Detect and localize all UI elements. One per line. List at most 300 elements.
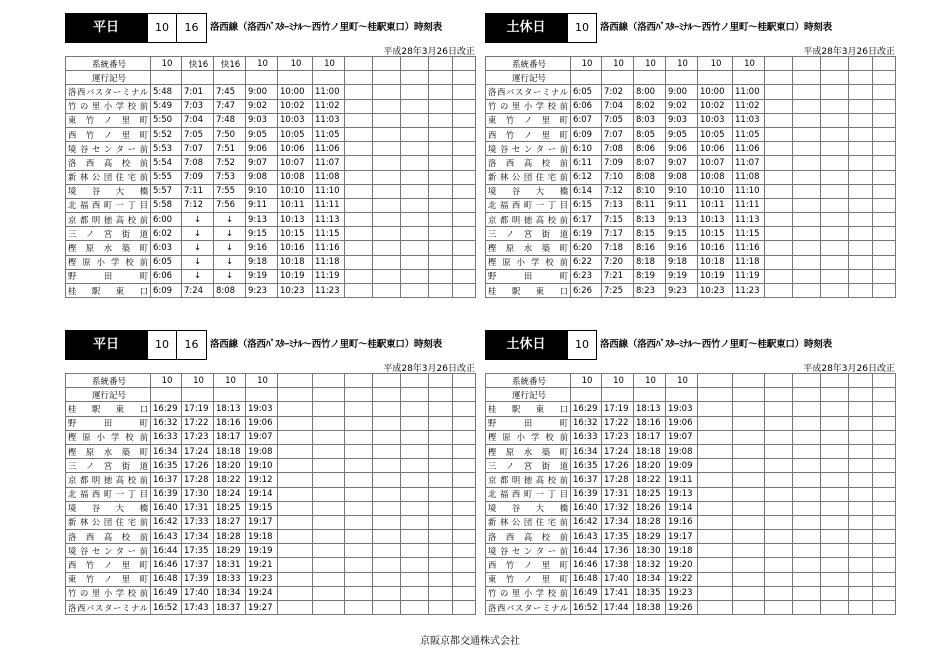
operation-code-cell xyxy=(698,71,733,85)
timetable-title: 洛西線（洛西ﾊﾞｽﾀｰﾐﾅﾙ～西竹ノ里町～桂駅東口）時刻表 xyxy=(210,22,442,33)
route-number-cell xyxy=(373,57,401,71)
departure-time: 6:10 xyxy=(571,142,602,156)
route-number-cell xyxy=(873,57,896,71)
table-row xyxy=(66,241,476,255)
departure-time xyxy=(849,473,873,487)
departure-time xyxy=(401,85,429,99)
departure-time xyxy=(373,459,401,473)
departure-time xyxy=(765,156,793,170)
departure-time: 17:43 xyxy=(182,601,214,615)
departure-time xyxy=(313,501,345,515)
table-row xyxy=(486,127,896,141)
table-row xyxy=(66,473,476,487)
departure-time xyxy=(821,113,849,127)
departure-time xyxy=(733,487,765,501)
departure-time: 6:09 xyxy=(571,127,602,141)
operation-code-cell xyxy=(849,71,873,85)
operation-code-cell xyxy=(246,388,278,402)
operation-code-cell xyxy=(765,71,793,85)
operation-code-cell xyxy=(401,388,429,402)
route-number-cell xyxy=(345,374,373,388)
departure-time: 5:55 xyxy=(151,170,182,184)
departure-time xyxy=(793,170,821,184)
departure-time xyxy=(401,459,429,473)
departure-time xyxy=(873,586,896,600)
departure-time: 17:32 xyxy=(602,501,634,515)
departure-time xyxy=(765,430,793,444)
departure-time: 19:09 xyxy=(666,459,698,473)
operation-code-row xyxy=(486,388,896,402)
departure-time: 7:09 xyxy=(602,156,634,170)
table-row xyxy=(66,416,476,430)
departure-time: 11:23 xyxy=(733,284,765,298)
stop-name: 洛西バスターミナル xyxy=(486,85,571,99)
departure-time: 16:33 xyxy=(571,430,602,444)
departure-time xyxy=(849,184,873,198)
operation-code-header: 運行記号 xyxy=(66,71,151,85)
departure-time xyxy=(733,444,765,458)
departure-time xyxy=(698,459,733,473)
departure-time: 7:04 xyxy=(182,113,214,127)
departure-time xyxy=(821,544,849,558)
departure-time xyxy=(873,198,896,212)
departure-time xyxy=(765,99,793,113)
departure-time: 16:48 xyxy=(571,572,602,586)
departure-time xyxy=(429,227,453,241)
stop-name: 京都明徳高校前 xyxy=(66,473,151,487)
departure-time xyxy=(733,402,765,416)
departure-time xyxy=(401,113,429,127)
timetable-header xyxy=(485,330,895,362)
departure-time xyxy=(429,127,453,141)
departure-time xyxy=(373,501,401,515)
departure-time: 9:19 xyxy=(666,269,698,283)
departure-time xyxy=(849,255,873,269)
table-row xyxy=(486,156,896,170)
departure-time: 19:03 xyxy=(666,402,698,416)
table-row xyxy=(486,402,896,416)
departure-time xyxy=(698,473,733,487)
departure-time: 18:34 xyxy=(214,586,246,600)
pass-arrow: ↓ xyxy=(182,269,214,283)
timetable-title: 洛西線（洛西ﾊﾞｽﾀｰﾐﾅﾙ～西竹ノ里町～桂駅東口）時刻表 xyxy=(600,22,832,33)
departure-time: 11:06 xyxy=(733,142,765,156)
departure-time: 19:22 xyxy=(666,572,698,586)
departure-time xyxy=(278,586,313,600)
departure-time: 18:28 xyxy=(214,530,246,544)
departure-time: 19:26 xyxy=(666,601,698,615)
departure-time xyxy=(849,402,873,416)
departure-time: 19:15 xyxy=(246,501,278,515)
operation-code-cell xyxy=(246,71,278,85)
departure-time: 17:23 xyxy=(602,430,634,444)
departure-time: 8:05 xyxy=(634,127,666,141)
table-row xyxy=(486,170,896,184)
departure-time: 10:10 xyxy=(278,184,313,198)
table-row xyxy=(66,501,476,515)
departure-time: 10:16 xyxy=(698,241,733,255)
route-number-cell xyxy=(793,57,821,71)
route-number-cell xyxy=(429,57,453,71)
departure-time: 19:24 xyxy=(246,586,278,600)
departure-time xyxy=(278,416,313,430)
departure-time xyxy=(821,459,849,473)
departure-time: 16:46 xyxy=(151,558,182,572)
departure-time xyxy=(849,515,873,529)
departure-time: 18:26 xyxy=(634,501,666,515)
departure-time: 11:15 xyxy=(733,227,765,241)
table-row xyxy=(486,416,896,430)
departure-time: 11:11 xyxy=(733,198,765,212)
departure-time xyxy=(765,586,793,600)
departure-time: 9:13 xyxy=(666,213,698,227)
route-number-cell: 10 xyxy=(571,374,602,388)
departure-time xyxy=(793,99,821,113)
stop-name: 竹の里小学校前 xyxy=(486,99,571,113)
departure-time xyxy=(401,416,429,430)
departure-time: 9:03 xyxy=(246,113,278,127)
departure-time xyxy=(873,416,896,430)
departure-time xyxy=(765,444,793,458)
departure-time xyxy=(313,473,345,487)
table-row xyxy=(66,184,476,198)
route-number-cell: 10 xyxy=(313,57,345,71)
departure-time xyxy=(453,184,476,198)
departure-time xyxy=(373,198,401,212)
departure-time xyxy=(821,184,849,198)
timetable-grid xyxy=(485,373,896,615)
departure-time: 10:06 xyxy=(278,142,313,156)
stop-name: 樫原小学校前 xyxy=(66,430,151,444)
departure-time xyxy=(765,284,793,298)
departure-time xyxy=(401,269,429,283)
table-row xyxy=(486,558,896,572)
table-row xyxy=(66,530,476,544)
departure-time xyxy=(873,430,896,444)
departure-time: 19:13 xyxy=(666,487,698,501)
departure-time xyxy=(733,544,765,558)
stop-name: 京都明徳高校前 xyxy=(486,213,571,227)
stop-name: 竹の里小学校前 xyxy=(66,99,151,113)
departure-time xyxy=(793,572,821,586)
departure-time xyxy=(765,530,793,544)
departure-time xyxy=(793,515,821,529)
departure-time: 16:37 xyxy=(151,473,182,487)
departure-time: 6:14 xyxy=(571,184,602,198)
pass-arrow: ↓ xyxy=(214,227,246,241)
table-row xyxy=(66,198,476,212)
stop-name: 北福西町一丁目 xyxy=(66,487,151,501)
departure-time xyxy=(765,473,793,487)
departure-time xyxy=(313,515,345,529)
route-number-row xyxy=(486,374,896,388)
departure-time: 17:24 xyxy=(602,444,634,458)
departure-time xyxy=(313,601,345,615)
departure-time: 5:54 xyxy=(151,156,182,170)
departure-time xyxy=(313,487,345,501)
departure-time: 9:05 xyxy=(246,127,278,141)
departure-time xyxy=(453,127,476,141)
departure-time xyxy=(453,430,476,444)
stop-name: 東竹ノ里町 xyxy=(486,113,571,127)
departure-time xyxy=(345,459,373,473)
route-number-cell xyxy=(849,374,873,388)
stop-name: 樫原小学校前 xyxy=(486,255,571,269)
departure-time xyxy=(313,544,345,558)
departure-time: 9:02 xyxy=(666,99,698,113)
departure-time xyxy=(345,142,373,156)
route-number-cell: 快16 xyxy=(182,57,214,71)
revision-date: 平成28年3月26日改正 xyxy=(383,47,475,57)
departure-time xyxy=(873,284,896,298)
departure-time: 17:31 xyxy=(602,487,634,501)
table-row xyxy=(66,227,476,241)
departure-time xyxy=(453,213,476,227)
operation-code-cell xyxy=(278,388,313,402)
route-number-header: 系統番号 xyxy=(486,374,571,388)
departure-time: 6:17 xyxy=(571,213,602,227)
departure-time: 18:35 xyxy=(634,586,666,600)
departure-time xyxy=(373,241,401,255)
departure-time xyxy=(453,284,476,298)
departure-time xyxy=(373,515,401,529)
departure-time xyxy=(698,544,733,558)
departure-time xyxy=(345,184,373,198)
departure-time xyxy=(793,255,821,269)
operation-code-cell xyxy=(698,388,733,402)
operation-code-cell xyxy=(666,388,698,402)
departure-time: 6:02 xyxy=(151,227,182,241)
departure-time xyxy=(345,601,373,615)
departure-time: 7:08 xyxy=(602,142,634,156)
departure-time xyxy=(313,558,345,572)
departure-time: 5:52 xyxy=(151,127,182,141)
departure-time xyxy=(849,127,873,141)
operation-code-cell xyxy=(429,388,453,402)
departure-time: 18:29 xyxy=(214,544,246,558)
departure-time xyxy=(429,444,453,458)
departure-time xyxy=(821,473,849,487)
departure-time xyxy=(345,85,373,99)
stop-name: 京都明徳高校前 xyxy=(66,213,151,227)
departure-time xyxy=(765,213,793,227)
departure-time: 16:39 xyxy=(571,487,602,501)
departure-time: 16:48 xyxy=(151,572,182,586)
departure-time xyxy=(345,544,373,558)
departure-time xyxy=(765,501,793,515)
departure-time xyxy=(849,558,873,572)
departure-time xyxy=(698,487,733,501)
route-number-box: 10 xyxy=(567,330,597,360)
table-row xyxy=(66,459,476,473)
table-row xyxy=(486,198,896,212)
departure-time xyxy=(765,572,793,586)
departure-time: 11:13 xyxy=(313,213,345,227)
departure-time xyxy=(849,416,873,430)
departure-time xyxy=(429,142,453,156)
departure-time xyxy=(278,402,313,416)
operation-code-cell xyxy=(765,388,793,402)
departure-time xyxy=(429,586,453,600)
departure-time: 10:11 xyxy=(698,198,733,212)
operation-code-cell xyxy=(182,388,214,402)
departure-time: 11:18 xyxy=(733,255,765,269)
departure-time: 16:33 xyxy=(151,430,182,444)
operation-code-cell xyxy=(602,71,634,85)
stop-name: 境谷大橋 xyxy=(486,184,571,198)
departure-time: 17:22 xyxy=(182,416,214,430)
departure-time xyxy=(373,284,401,298)
revision-date: 平成28年3月26日改正 xyxy=(803,47,895,57)
departure-time xyxy=(453,586,476,600)
departure-time: 11:02 xyxy=(733,99,765,113)
stop-name: 洛西高校前 xyxy=(66,156,151,170)
departure-time xyxy=(849,459,873,473)
departure-time xyxy=(873,444,896,458)
table-row xyxy=(66,170,476,184)
departure-time xyxy=(401,586,429,600)
departure-time xyxy=(765,416,793,430)
departure-time: 10:13 xyxy=(278,213,313,227)
departure-time: 18:38 xyxy=(634,601,666,615)
departure-time: 17:31 xyxy=(182,501,214,515)
departure-time: 18:33 xyxy=(214,572,246,586)
departure-time xyxy=(873,269,896,283)
operation-code-header: 運行記号 xyxy=(486,388,571,402)
table-row xyxy=(486,284,896,298)
departure-time xyxy=(821,430,849,444)
departure-time: 10:23 xyxy=(698,284,733,298)
departure-time: 5:50 xyxy=(151,113,182,127)
operation-code-cell xyxy=(793,71,821,85)
departure-time xyxy=(345,170,373,184)
departure-time xyxy=(453,444,476,458)
stop-name: 竹の里小学校前 xyxy=(486,586,571,600)
departure-time xyxy=(765,269,793,283)
departure-time: 6:05 xyxy=(151,255,182,269)
departure-time xyxy=(373,113,401,127)
departure-time xyxy=(313,459,345,473)
departure-time xyxy=(429,544,453,558)
day-type-label: 土休日 xyxy=(485,13,567,43)
departure-time xyxy=(453,241,476,255)
departure-time xyxy=(429,269,453,283)
departure-time: 19:20 xyxy=(666,558,698,572)
departure-time: 16:49 xyxy=(571,586,602,600)
departure-time: 16:52 xyxy=(151,601,182,615)
operation-code-cell xyxy=(571,71,602,85)
departure-time: 10:18 xyxy=(698,255,733,269)
departure-time: 17:39 xyxy=(182,572,214,586)
stop-name: 洛西バスターミナル xyxy=(66,601,151,615)
departure-time: 10:02 xyxy=(698,99,733,113)
departure-time xyxy=(733,473,765,487)
departure-time: 9:10 xyxy=(666,184,698,198)
departure-time xyxy=(849,284,873,298)
departure-time xyxy=(345,269,373,283)
route-number-cell: 10 xyxy=(634,57,666,71)
departure-time xyxy=(821,241,849,255)
table-row xyxy=(66,601,476,615)
stop-name: 北福西町一丁目 xyxy=(486,198,571,212)
departure-time: 10:23 xyxy=(278,284,313,298)
departure-time: 7:50 xyxy=(214,127,246,141)
departure-time xyxy=(429,601,453,615)
departure-time: 5:58 xyxy=(151,198,182,212)
departure-time: 19:03 xyxy=(246,402,278,416)
pass-arrow: ↓ xyxy=(214,269,246,283)
departure-time xyxy=(873,241,896,255)
table-row xyxy=(66,113,476,127)
day-type-label: 土休日 xyxy=(485,330,567,360)
route-number-cell xyxy=(401,57,429,71)
departure-time xyxy=(793,473,821,487)
departure-time: 18:20 xyxy=(634,459,666,473)
departure-time xyxy=(401,444,429,458)
departure-time xyxy=(373,473,401,487)
departure-time: 16:49 xyxy=(151,586,182,600)
timetable-title: 洛西線（洛西ﾊﾞｽﾀｰﾐﾅﾙ～西竹ノ里町～桂駅東口）時刻表 xyxy=(600,339,832,350)
departure-time xyxy=(345,213,373,227)
operation-code-cell xyxy=(733,71,765,85)
departure-time: 6:06 xyxy=(571,99,602,113)
departure-time xyxy=(698,416,733,430)
departure-time: 6:26 xyxy=(571,284,602,298)
departure-time xyxy=(453,572,476,586)
route-number-cell xyxy=(429,374,453,388)
departure-time: 7:07 xyxy=(602,127,634,141)
departure-time: 18:16 xyxy=(634,416,666,430)
departure-time: 7:48 xyxy=(214,113,246,127)
route-number-cell xyxy=(849,57,873,71)
departure-time: 16:40 xyxy=(151,501,182,515)
departure-time xyxy=(849,269,873,283)
departure-time: 17:37 xyxy=(182,558,214,572)
departure-time: 10:11 xyxy=(278,198,313,212)
operation-code-cell xyxy=(151,388,182,402)
departure-time: 11:03 xyxy=(733,113,765,127)
route-number-cell: 10 xyxy=(666,57,698,71)
departure-time xyxy=(821,269,849,283)
departure-time xyxy=(453,255,476,269)
departure-time xyxy=(873,170,896,184)
departure-time xyxy=(733,586,765,600)
departure-time xyxy=(401,156,429,170)
route-number-cell xyxy=(821,374,849,388)
departure-time xyxy=(849,530,873,544)
departure-time xyxy=(278,572,313,586)
departure-time xyxy=(453,487,476,501)
stop-name: 樫原小学校前 xyxy=(66,255,151,269)
departure-time: 10:13 xyxy=(698,213,733,227)
departure-time: 18:30 xyxy=(634,544,666,558)
departure-time: 10:07 xyxy=(698,156,733,170)
departure-time: 7:25 xyxy=(602,284,634,298)
departure-time xyxy=(278,473,313,487)
departure-time: 7:01 xyxy=(182,85,214,99)
departure-time xyxy=(793,416,821,430)
departure-time xyxy=(793,430,821,444)
table-row xyxy=(486,85,896,99)
pass-arrow: ↓ xyxy=(214,213,246,227)
day-type-label: 平日 xyxy=(65,330,147,360)
revision-date: 平成28年3月26日改正 xyxy=(383,364,475,374)
departure-time xyxy=(793,198,821,212)
departure-time: 19:06 xyxy=(246,416,278,430)
timetable-title: 洛西線（洛西ﾊﾞｽﾀｰﾐﾅﾙ～西竹ノ里町～桂駅東口）時刻表 xyxy=(210,339,442,350)
departure-time xyxy=(345,444,373,458)
departure-time xyxy=(873,501,896,515)
